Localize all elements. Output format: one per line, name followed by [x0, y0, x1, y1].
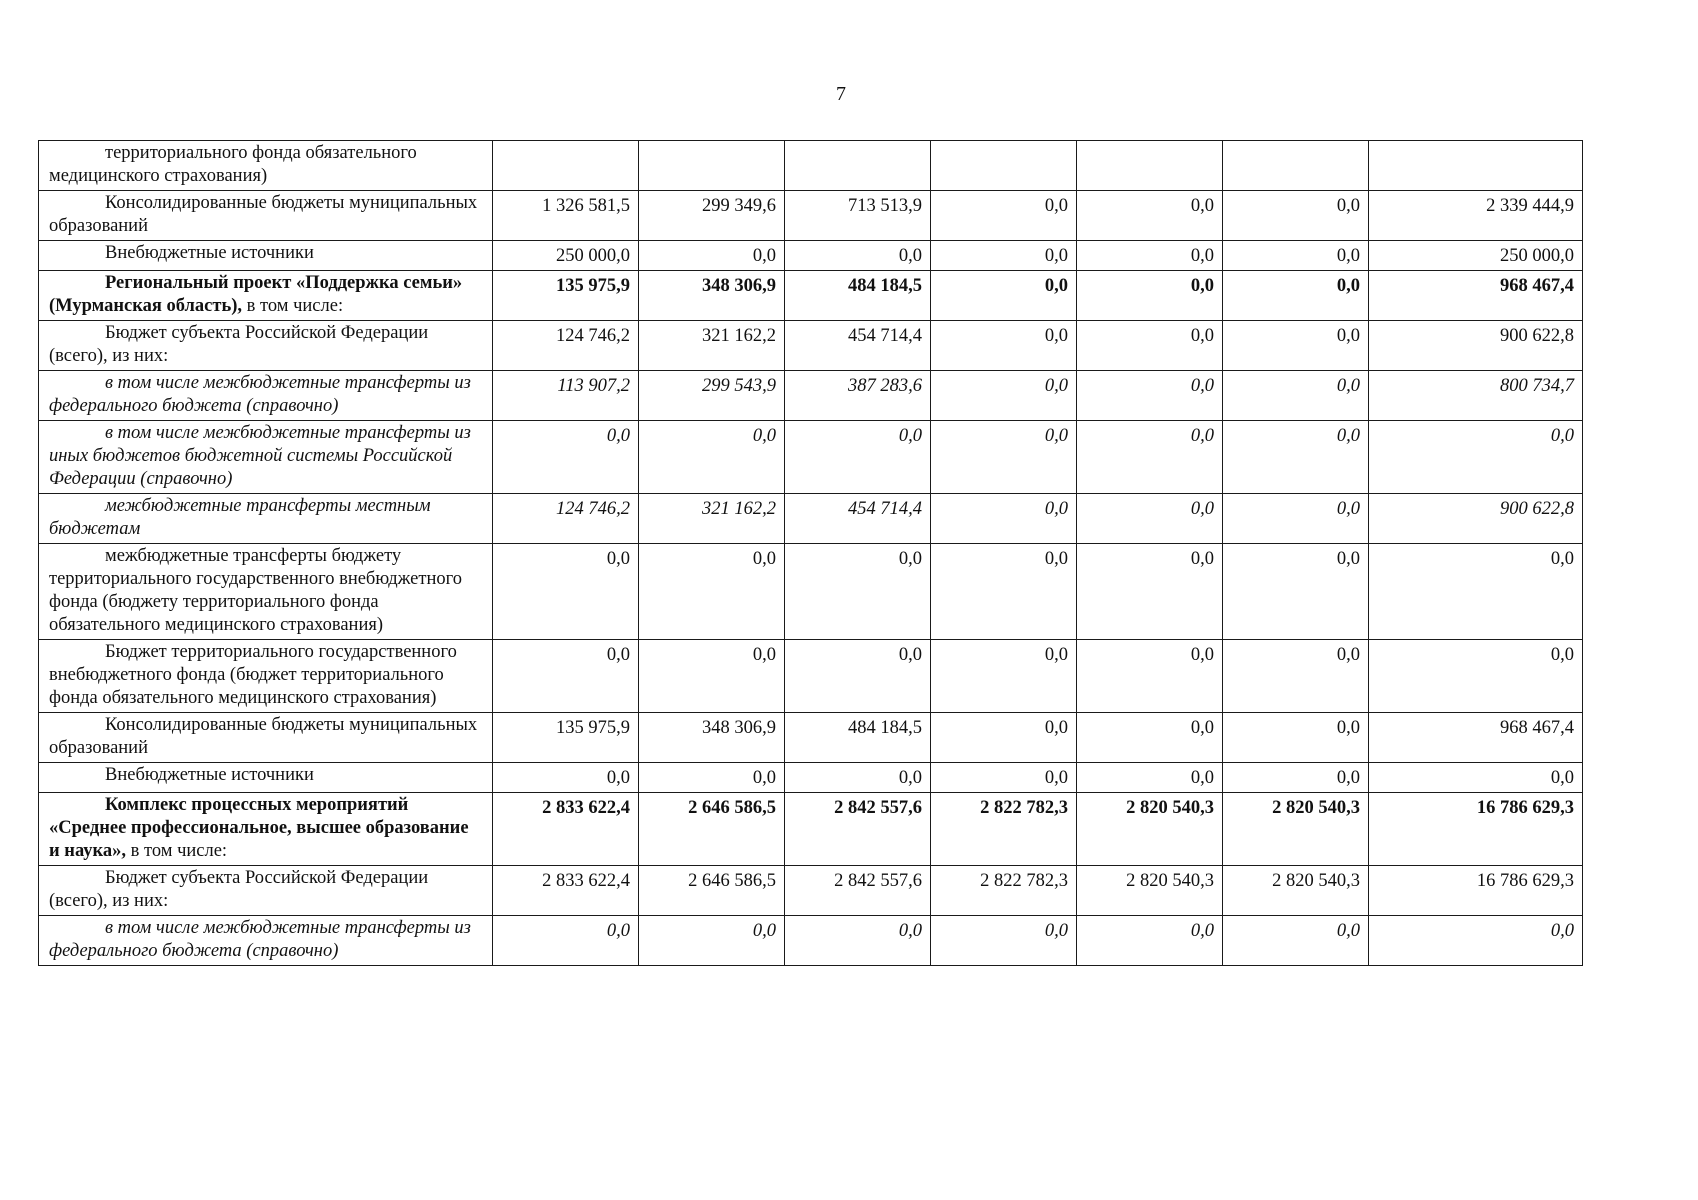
cell-value: 0,0 [1223, 640, 1369, 713]
row-label-suffix: в том числе: [130, 841, 228, 861]
cell-value: 0,0 [931, 640, 1077, 713]
cell-value: 0,0 [639, 640, 785, 713]
table-row [39, 640, 1583, 713]
cell-value: 0,0 [931, 763, 1077, 793]
cell-value: 135 975,9 [493, 713, 639, 763]
table-row [39, 713, 1583, 763]
cell-total: 250 000,0 [1369, 241, 1583, 271]
row-label-text: Бюджет территориального государственного внебюджетного фонда (бюджет территориального фонда обязательного медицинского страхования) [49, 642, 457, 708]
cell-value: 0,0 [493, 544, 639, 640]
row-label [39, 713, 493, 763]
row-label-text: Бюджет субъекта Российской Федерации (всего), из них: [49, 868, 429, 911]
row-label [39, 763, 493, 793]
table-row [39, 421, 1583, 494]
cell-value [639, 141, 785, 191]
table-row [39, 241, 1583, 271]
cell-value: 0,0 [1223, 371, 1369, 421]
cell-value: 0,0 [1223, 271, 1369, 321]
cell-value: 250 000,0 [493, 241, 639, 271]
row-label-text: в том числе межбюджетные трансферты из иных бюджетов бюджетной системы Российской Федерации (справочно) [49, 423, 471, 489]
cell-value: 2 842 557,6 [785, 866, 931, 916]
cell-value: 321 162,2 [639, 321, 785, 371]
cell-value: 0,0 [639, 763, 785, 793]
cell-value: 2 842 557,6 [785, 793, 931, 866]
cell-value: 348 306,9 [639, 713, 785, 763]
cell-value: 0,0 [1223, 544, 1369, 640]
cell-value: 0,0 [639, 421, 785, 494]
cell-value: 0,0 [1077, 371, 1223, 421]
cell-total: 0,0 [1369, 544, 1583, 640]
cell-value: 2 820 540,3 [1223, 866, 1369, 916]
cell-value: 0,0 [785, 763, 931, 793]
cell-value: 0,0 [639, 544, 785, 640]
row-label-text: в том числе межбюджетные трансферты из федерального бюджета (справочно) [49, 373, 471, 416]
row-label [39, 793, 493, 866]
cell-value: 1 326 581,5 [493, 191, 639, 241]
cell-value: 2 646 586,5 [639, 793, 785, 866]
table-row [39, 544, 1583, 640]
cell-value: 2 822 782,3 [931, 793, 1077, 866]
cell-value: 0,0 [1077, 321, 1223, 371]
cell-value: 0,0 [1077, 494, 1223, 544]
cell-total: 900 622,8 [1369, 321, 1583, 371]
cell-value: 0,0 [1223, 916, 1369, 966]
row-label-text: Внебюджетные источники [105, 243, 314, 263]
cell-total: 968 467,4 [1369, 713, 1583, 763]
cell-value: 0,0 [1077, 544, 1223, 640]
table-row [39, 271, 1583, 321]
cell-value: 454 714,4 [785, 494, 931, 544]
row-label [39, 141, 493, 191]
row-label-text: Консолидированные бюджеты муниципальных образований [49, 193, 478, 236]
cell-value: 0,0 [931, 494, 1077, 544]
cell-value: 0,0 [493, 916, 639, 966]
row-label-text: Комплекс процессных мероприятий «Среднее профессиональное, высшее образование и наука», [49, 795, 469, 861]
cell-value: 0,0 [1077, 421, 1223, 494]
cell-value: 0,0 [493, 421, 639, 494]
cell-value [1223, 141, 1369, 191]
cell-value: 0,0 [1223, 191, 1369, 241]
cell-total: 2 339 444,9 [1369, 191, 1583, 241]
row-label [39, 544, 493, 640]
cell-value: 2 646 586,5 [639, 866, 785, 916]
table-row [39, 494, 1583, 544]
cell-value: 484 184,5 [785, 271, 931, 321]
cell-value: 0,0 [1077, 763, 1223, 793]
cell-value: 713 513,9 [785, 191, 931, 241]
cell-value: 0,0 [1077, 271, 1223, 321]
cell-value: 299 349,6 [639, 191, 785, 241]
cell-value: 0,0 [785, 241, 931, 271]
cell-value: 2 833 622,4 [493, 793, 639, 866]
row-label [39, 866, 493, 916]
table-row [39, 866, 1583, 916]
cell-value: 0,0 [1077, 241, 1223, 271]
cell-value: 0,0 [1077, 713, 1223, 763]
row-label-text: межбюджетные трансферты бюджету территориального государственного внебюджетного фонда (бюджету территориального фонда обязательного медицинского страхования) [49, 546, 462, 635]
row-label-text: территориального фонда обязательного медицинского страхования) [49, 143, 417, 186]
row-label [39, 321, 493, 371]
cell-value: 2 822 782,3 [931, 866, 1077, 916]
cell-value: 0,0 [931, 371, 1077, 421]
cell-value: 0,0 [1223, 713, 1369, 763]
row-label [39, 916, 493, 966]
budget-table [38, 140, 1583, 966]
cell-total: 0,0 [1369, 763, 1583, 793]
row-label [39, 241, 493, 271]
cell-value: 387 283,6 [785, 371, 931, 421]
cell-value: 0,0 [493, 763, 639, 793]
page-number: 7 [836, 83, 846, 105]
cell-total: 968 467,4 [1369, 271, 1583, 321]
table-row [39, 763, 1583, 793]
cell-value [785, 141, 931, 191]
cell-value: 0,0 [493, 640, 639, 713]
cell-value: 321 162,2 [639, 494, 785, 544]
cell-value [493, 141, 639, 191]
cell-total: 0,0 [1369, 640, 1583, 713]
cell-value: 0,0 [1223, 241, 1369, 271]
cell-value: 0,0 [785, 421, 931, 494]
cell-total: 0,0 [1369, 421, 1583, 494]
row-label [39, 421, 493, 494]
cell-value: 113 907,2 [493, 371, 639, 421]
cell-value: 0,0 [931, 321, 1077, 371]
cell-value: 0,0 [931, 544, 1077, 640]
cell-value: 2 833 622,4 [493, 866, 639, 916]
cell-value: 124 746,2 [493, 494, 639, 544]
cell-value: 299 543,9 [639, 371, 785, 421]
cell-value: 0,0 [931, 271, 1077, 321]
table-row [39, 371, 1583, 421]
cell-value: 0,0 [639, 241, 785, 271]
row-label [39, 271, 493, 321]
budget-table-body [39, 141, 1583, 966]
cell-total: 900 622,8 [1369, 494, 1583, 544]
cell-value: 0,0 [1077, 191, 1223, 241]
cell-value [1077, 141, 1223, 191]
cell-value: 0,0 [931, 713, 1077, 763]
cell-value: 454 714,4 [785, 321, 931, 371]
row-label-text: Внебюджетные источники [105, 765, 314, 785]
cell-value [931, 141, 1077, 191]
row-label-text: Региональный проект «Поддержка семьи» (Мурманская область), [49, 273, 463, 316]
table-row [39, 191, 1583, 241]
cell-value: 2 820 540,3 [1077, 866, 1223, 916]
row-label [39, 191, 493, 241]
cell-value: 135 975,9 [493, 271, 639, 321]
row-label-text: межбюджетные трансферты местным бюджетам [49, 496, 431, 539]
cell-value: 0,0 [931, 241, 1077, 271]
cell-value: 0,0 [785, 916, 931, 966]
cell-value: 0,0 [1223, 494, 1369, 544]
cell-value: 0,0 [931, 191, 1077, 241]
cell-value: 0,0 [1223, 421, 1369, 494]
row-label-text: в том числе межбюджетные трансферты из федерального бюджета (справочно) [49, 918, 471, 961]
cell-value: 0,0 [785, 544, 931, 640]
cell-value: 0,0 [1077, 916, 1223, 966]
row-label [39, 640, 493, 713]
cell-value: 0,0 [1223, 321, 1369, 371]
cell-value: 484 184,5 [785, 713, 931, 763]
cell-total: 16 786 629,3 [1369, 793, 1583, 866]
cell-total [1369, 141, 1583, 191]
cell-value: 2 820 540,3 [1223, 793, 1369, 866]
cell-value: 0,0 [931, 916, 1077, 966]
table-row [39, 141, 1583, 191]
cell-value: 2 820 540,3 [1077, 793, 1223, 866]
row-label-text: Консолидированные бюджеты муниципальных образований [49, 715, 478, 758]
cell-value: 0,0 [785, 640, 931, 713]
row-label-text: Бюджет субъекта Российской Федерации (всего), из них: [49, 323, 429, 366]
row-label [39, 371, 493, 421]
table-row [39, 321, 1583, 371]
cell-value: 348 306,9 [639, 271, 785, 321]
cell-total: 16 786 629,3 [1369, 866, 1583, 916]
row-label [39, 494, 493, 544]
cell-value: 0,0 [1077, 640, 1223, 713]
cell-value: 124 746,2 [493, 321, 639, 371]
cell-total: 800 734,7 [1369, 371, 1583, 421]
cell-value: 0,0 [639, 916, 785, 966]
table-row [39, 916, 1583, 966]
cell-value: 0,0 [1223, 763, 1369, 793]
table-row [39, 793, 1583, 866]
cell-value: 0,0 [931, 421, 1077, 494]
row-label-suffix: в том числе: [246, 296, 344, 316]
cell-total: 0,0 [1369, 916, 1583, 966]
